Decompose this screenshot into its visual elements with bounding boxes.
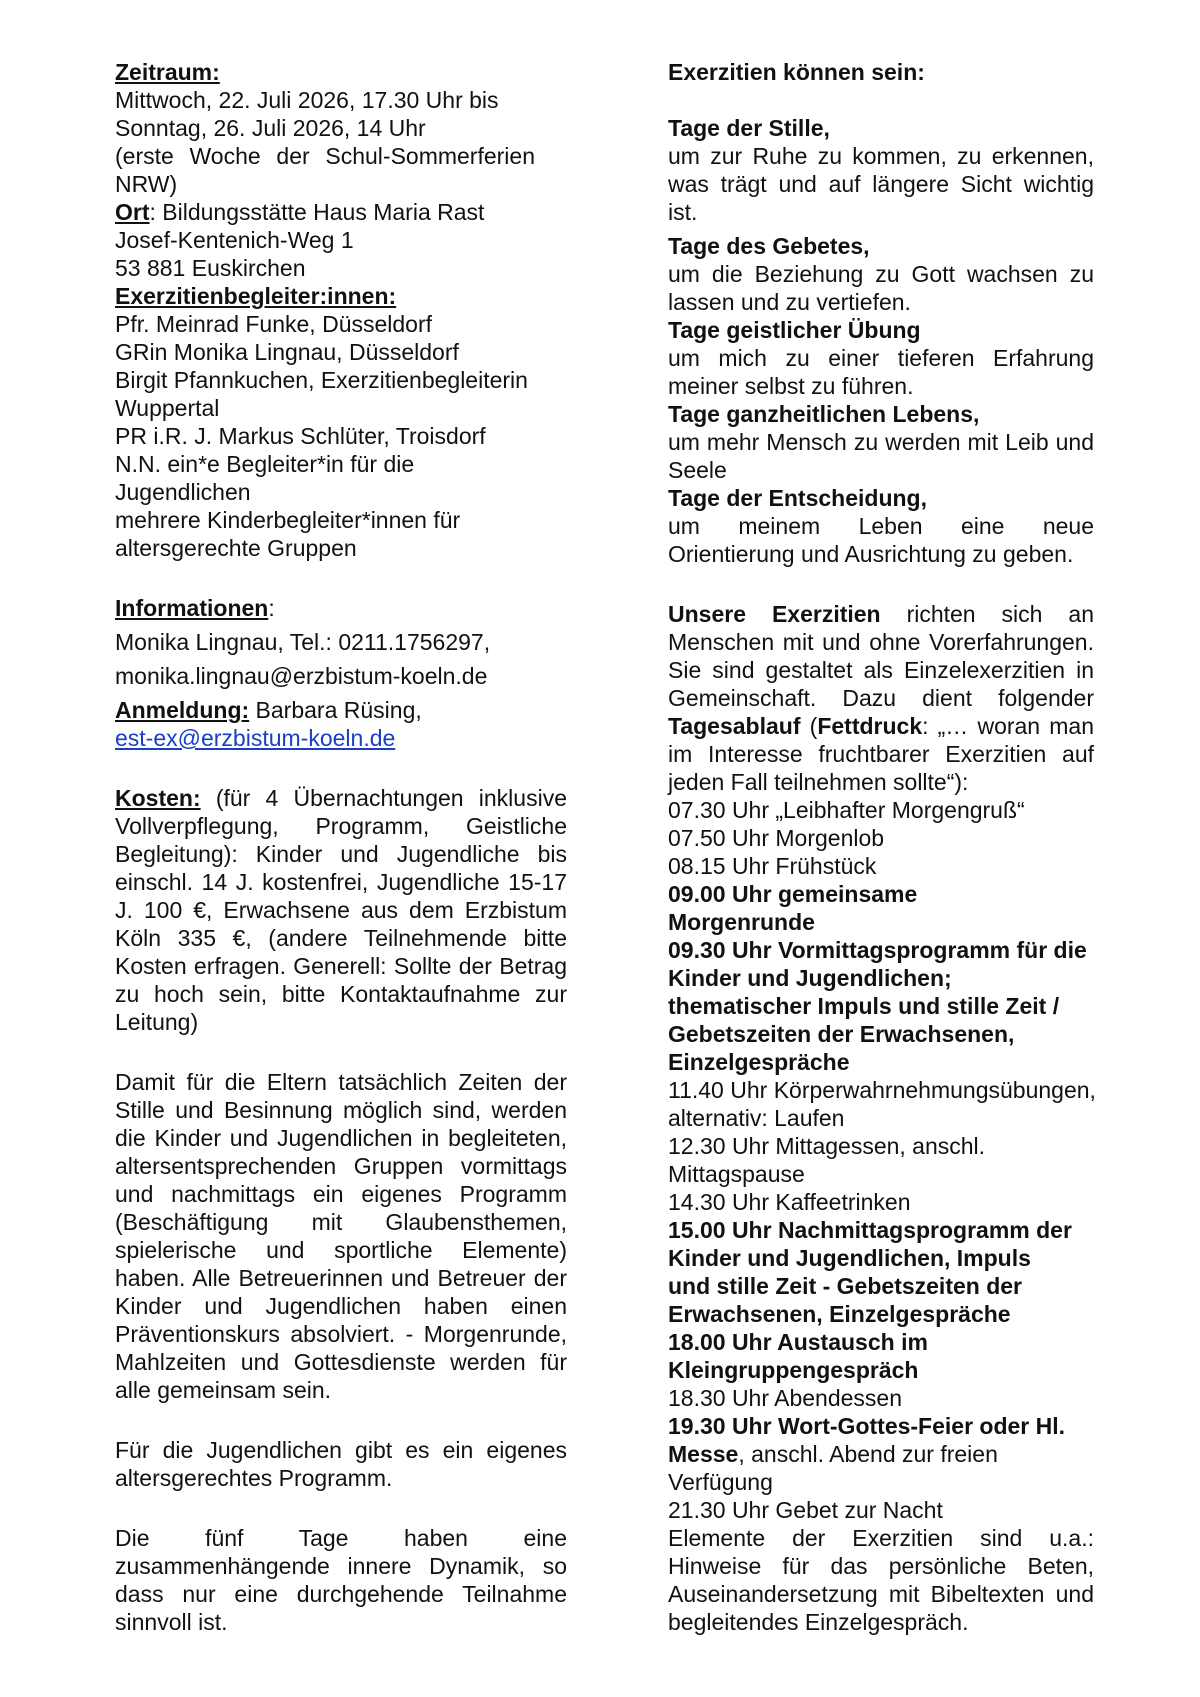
- tage-text: um die Beziehung zu Gott wachsen zu lassen und zu vertiefen.: [668, 261, 1094, 315]
- kosten-paragraph: [115, 784, 567, 1036]
- begleiter-heading: Exerzitienbegleiter:innen:: [115, 283, 397, 309]
- fettdruck-bold: Fettdruck: [817, 713, 923, 739]
- intro-text: richten sich an Menschen mit und ohne Vorerfahrungen. Sie sind gestaltet als Einzelexerzitien in Gemeinschaft. Dazu dient folgender: [668, 601, 1094, 711]
- tage-title: Tage ganzheitlichen Lebens,: [668, 401, 980, 427]
- paren-open: (: [800, 713, 818, 739]
- schedule-item: 08.15 Uhr Frühstück: [668, 853, 877, 879]
- tage-text: um meinem Leben eine neue Orientierung und Ausrichtung zu geben.: [668, 513, 1094, 567]
- tage-text: um mehr Mensch zu werden mit Leib und Seele: [668, 429, 1094, 483]
- begleiter-item: Pfr. Meinrad Funke, Düsseldorf: [115, 311, 433, 337]
- kosten-text: (für 4 Übernachtungen inklusive Vollverpflegung, Programm, Geistliche Begleitung): Kinder und Jugendliche bis einschl. 14 J. kostenfrei, Jugendliche 15-17 J. 100 €, Erwachsene aus dem Erzbistum Köln 335 €, (andere Teilnehmende bitte Kosten erfragen. Generell: Sollte der Betrag zu hoch sein, bitte Kontaktaufnahme zur Leitung): [115, 785, 567, 1035]
- ort-label: Ort: [115, 199, 150, 225]
- schedule-item: 09.30 Uhr Vormittagsprogramm für die Kinder und Jugendlichen; thematischer Impuls und stille Zeit / Gebetszeiten der Erwachsenen, Einzelgespräche: [668, 937, 1087, 1075]
- schedule-item: 21.30 Uhr Gebet zur Nacht: [668, 1497, 943, 1523]
- ort-city: 53 881 Euskirchen: [115, 255, 306, 281]
- informationen-line: [115, 594, 567, 622]
- schedule-item: 12.30 Uhr Mittagessen, anschl. Mittagspause: [668, 1133, 986, 1187]
- schedule-item: 09.00 Uhr gemeinsame Morgenrunde: [668, 881, 918, 935]
- begleiter-item: N.N. ein*e Begleiter*in für die Jugendlichen: [115, 451, 415, 505]
- left-column: [115, 58, 567, 1636]
- schedule-item: 18.00 Uhr Austausch im Kleingruppengespräch: [668, 1329, 928, 1383]
- messe-bold: 19.30 Uhr Wort-Gottes-Feier oder Hl. Messe: [668, 1413, 1066, 1467]
- dynamik-paragraph: Die fünf Tage haben eine zusammenhängende innere Dynamik, so dass nur eine durchgehende Teilnahme sinnvoll ist.: [115, 1525, 567, 1635]
- zeitraum-line: (erste Woche der Schul-Sommerferien NRW): [115, 143, 535, 197]
- schedule-item-messe: [668, 1412, 1094, 1496]
- begleiter-item: mehrere Kinderbegleiter*innen für altersgerechte Gruppen: [115, 507, 461, 561]
- anmeldung-line: [115, 696, 567, 724]
- tage-title: Tage des Gebetes,: [668, 233, 870, 259]
- ort-street: Josef-Kentenich-Weg 1: [115, 227, 354, 253]
- ort-line: [115, 198, 567, 226]
- eltern-paragraph: Damit für die Eltern tatsächlich Zeiten der Stille und Besinnung möglich sind, werden die Kinder und Jugendlichen in begleiteten, altersentsprechenden Gruppen vormittags und nachmittags ein eigenes Programm (Beschäftigung mit Glaubensthemen, spielerische und sportliche Elemente) haben. Alle Betreuerinnen und Betreuer der Kinder und Jugendlichen haben einen Präventionskurs absolviert. - Morgenrunde, Mahlzeiten und Gottesdienste werden für alle gemeinsam sein.: [115, 1069, 567, 1403]
- begleiter-item: PR i.R. J. Markus Schlüter, Troisdorf: [115, 423, 486, 449]
- tage-title: Tage der Stille,: [668, 115, 830, 141]
- ort-value: : Bildungsstätte Haus Maria Rast: [149, 199, 485, 225]
- info-contact: Monika Lingnau, Tel.: 0211.1756297,: [115, 629, 491, 655]
- anmeldung-name: Barbara Rüsing,: [249, 697, 422, 723]
- anmeldung-email-link[interactable]: est-ex@erzbistum-koeln.de: [115, 725, 396, 751]
- intro-bold: Unsere Exerzitien: [668, 601, 881, 627]
- zeitraum-heading: Zeitraum:: [115, 59, 220, 85]
- kosten-label: Kosten:: [115, 785, 201, 811]
- schedule-item: 15.00 Uhr Nachmittagsprogramm der Kinder und Jugendlichen, Impuls und stille Zeit - Gebetszeiten der Erwachsenen, Einzelgespräche: [668, 1217, 1072, 1327]
- elemente-paragraph: Elemente der Exerzitien sind u.a.: Hinweise für das persönliche Beten, Auseinandersetzung mit Bibeltexten und begleitendes Einzelgespräch.: [668, 1525, 1094, 1635]
- tage-title: Tage der Entscheidung,: [668, 485, 927, 511]
- begleiter-item: GRin Monika Lingnau, Düsseldorf: [115, 339, 459, 365]
- zeitraum-line: Sonntag, 26. Juli 2026, 14 Uhr: [115, 115, 426, 141]
- schedule-item: 07.30 Uhr „Leibhafter Morgengruß“: [668, 797, 1025, 823]
- exerzitien-heading: Exerzitien können sein:: [668, 59, 925, 85]
- zeitraum-line: Mittwoch, 22. Juli 2026, 17.30 Uhr bis: [115, 87, 499, 113]
- tagesablauf-bold: Tagesablauf: [668, 713, 801, 739]
- schedule-item: 11.40 Uhr Körperwahrnehmungsübungen, alternativ: Laufen: [668, 1077, 1096, 1131]
- anmeldung-label: Anmeldung:: [115, 697, 250, 723]
- right-column: [668, 58, 1094, 1636]
- schedule-item: 18.30 Uhr Abendessen: [668, 1385, 903, 1411]
- tagesablauf-intro: [668, 600, 1094, 796]
- fettdruck-text: : „… woran man im Interesse fruchtbarer Exerzitien auf jeden Fall teilnehmen sollte“):: [668, 713, 1094, 795]
- tage-text: um zur Ruhe zu kommen, zu erkennen, was trägt und auf längere Sicht wichtig ist.: [668, 143, 1094, 225]
- schedule-item: 07.50 Uhr Morgenlob: [668, 825, 885, 851]
- jugend-paragraph: Für die Jugendlichen gibt es ein eigenes altersgerechtes Programm.: [115, 1437, 567, 1491]
- schedule-item: 14.30 Uhr Kaffeetrinken: [668, 1189, 911, 1215]
- tage-title: Tage geistlicher Übung: [668, 317, 921, 343]
- info-email: monika.lingnau@erzbistum-koeln.de: [115, 663, 488, 689]
- messe-text: , anschl. Abend zur freien Verfügung: [668, 1441, 998, 1495]
- informationen-colon: :: [268, 595, 275, 621]
- informationen-heading: Informationen: [115, 595, 269, 621]
- begleiter-item: Birgit Pfannkuchen, Exerzitienbegleiterin Wuppertal: [115, 367, 528, 421]
- tage-text: um mich zu einer tieferen Erfahrung meiner selbst zu führen.: [668, 345, 1094, 399]
